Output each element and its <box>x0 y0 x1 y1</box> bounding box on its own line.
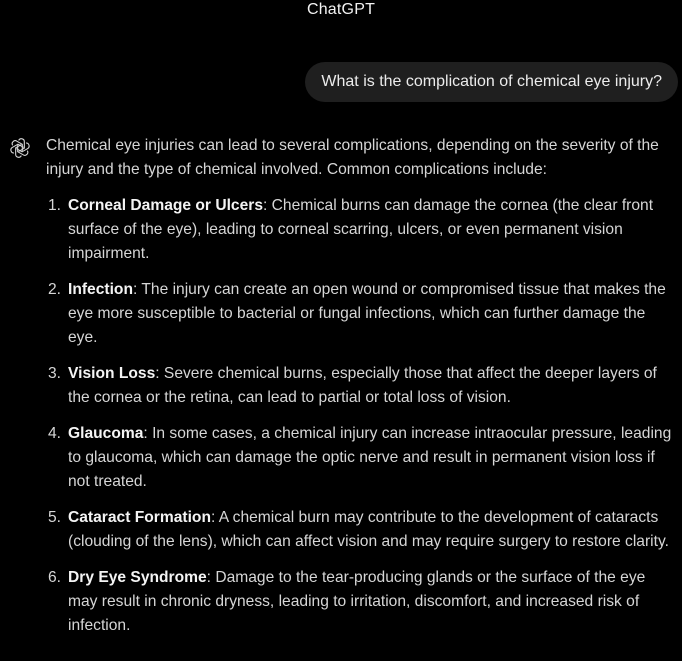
list-item <box>46 566 674 638</box>
answer-intro: Chemical eye injuries can lead to several complications, depending on the severity of the injury and the type of chemical involved. Common complications include: <box>46 137 659 178</box>
list-item-text: : Chemical burns can damage the cornea (the clear front surface of the eye), leading to corneal scarring, ulcers, or even permanent vision impairment. <box>68 197 654 262</box>
list-item-number: 4. <box>48 425 62 442</box>
app-title: ChatGPT <box>306 1 376 18</box>
top-bar <box>0 0 682 24</box>
list-item-term: Corneal Damage or Ulcers <box>68 197 263 214</box>
list-item-text: : In some cases, a chemical injury can increase intraocular pressure, leading to glaucoma, which can damage the optic nerve and result in permanent vision loss if not treated. <box>68 425 672 490</box>
user-message-text: What is the complication of chemical eye injury? <box>321 73 662 90</box>
list-item-number: 5. <box>48 509 62 526</box>
list-item-term: Dry Eye Syndrome <box>68 569 207 586</box>
list-item-term: Glaucoma <box>68 425 144 442</box>
list-item-number: 2. <box>48 281 62 298</box>
list-item-term: Infection <box>68 281 133 298</box>
list-item-number: 3. <box>48 365 62 382</box>
list-item-text: : The injury can create an open wound or compromised tissue that makes the eye more susceptible to bacterial or fungal infections, which can further damage the eye. <box>68 281 666 346</box>
complications-list <box>46 194 674 638</box>
user-message-bubble <box>305 62 678 102</box>
openai-logo-icon <box>10 138 30 158</box>
assistant-answer <box>46 134 674 650</box>
list-item-text: : Severe chemical burns, especially those that affect the deeper layers of the cornea or the retina, can lead to partial or total loss of vision. <box>68 365 657 406</box>
list-item <box>46 422 674 494</box>
list-item-term: Cataract Formation <box>68 509 211 526</box>
list-item-number: 6. <box>48 569 62 586</box>
list-item <box>46 194 674 266</box>
list-item-term: Vision Loss <box>68 365 156 382</box>
list-item <box>46 362 674 410</box>
list-item <box>46 278 674 350</box>
list-item-number: 1. <box>48 197 62 214</box>
list-item <box>46 506 674 554</box>
list-item-text: : Damage to the tear-producing glands or the surface of the eye may result in chronic dryness, leading to irritation, discomfort, and increased risk of infection. <box>68 569 646 634</box>
list-item-text: : A chemical burn may contribute to the development of cataracts (clouding of the lens), which can affect vision and may require surgery to restore clarity. <box>68 509 669 550</box>
